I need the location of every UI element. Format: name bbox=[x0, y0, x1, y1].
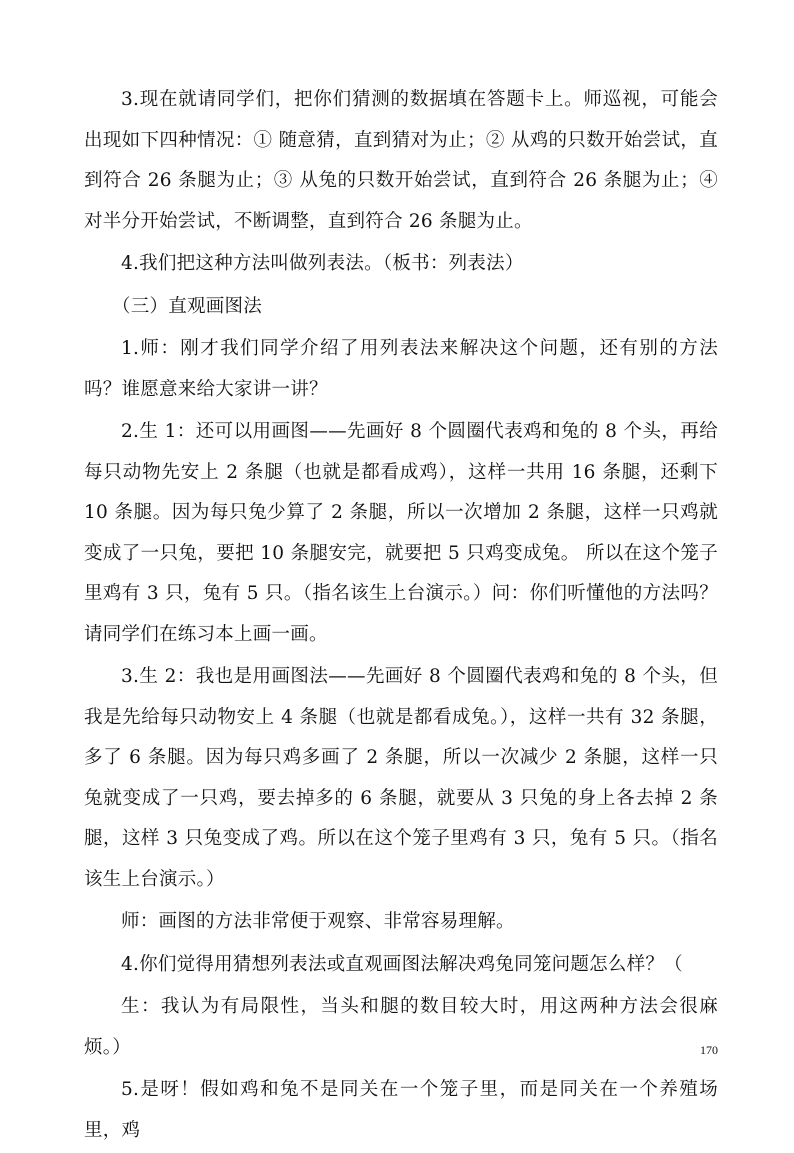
paragraph-teacher-comment: 师：画图的方法非常便于观察、非常容易理解。 bbox=[121, 911, 515, 932]
body-text bbox=[84, 80, 718, 1153]
paragraph-student-2-method: 3.生 2：我也是用画图法——先画好 8 个圆圈代表鸡和兔的 8 个头，但我是先给每只动物安上 4 条腿（也就是都看成兔。），这样一共有 32 条腿，多了 6 条腿。因为每只鸡多画了 2 条腿，所以一次减少 2 条腿，这样一只兔就变成了一只鸡，要去掉多的 6 条腿，就要从 3 只兔的身上各去掉 2 条腿，这样 3 只兔变成了鸡。所以在这个笼子里鸡有 3 只，兔有 5 只。（指名该生上台演示。） bbox=[84, 666, 718, 890]
paragraph-teacher-question: 1.师：刚才我们同学介绍了用列表法来解决这个问题，还有别的方法吗？谁愿意来给大家讲一讲？ bbox=[84, 338, 718, 400]
paragraph-step-4-table-method: 4.我们把这种方法叫做列表法。（板书：列表法） bbox=[121, 253, 524, 274]
paragraph-step-3-guess-table: 3.现在就请同学们，把你们猜测的数据填在答题卡上。师巡视，可能会出现如下四种情况：① 随意猜，直到猜对为止；② 从鸡的只数开始尝试，直到符合 26 条腿为止；③ 从兔的只数开始尝试，直到符合 26 条腿为止；④ 对半分开始尝试，不断调整，直到符合 26 条腿为止。 bbox=[84, 89, 718, 232]
page-number: 170 bbox=[700, 1043, 718, 1057]
paragraph-student-1-method: 2.生 1：还可以用画图——先画好 8 个圆圈代表鸡和兔的 8 个头，再给每只动物先安上 2 条腿（也就是都看成鸡），这样一共用 16 条腿，还剩下 10 条腿。因为每只兔少算了 2 条腿，所以一次增加 2 条腿，这样一只鸡就变成了一只兔，要把 10 条腿安完，就要把 5 只鸡变成兔。 所以在这个笼子里鸡有 3 只，兔有 5 只。（指名该生上台演示。）问：你们听懂他的方法吗？请同学们在练习本上画一画。 bbox=[84, 421, 718, 645]
paragraph-step-4-question: 4.你们觉得用猜想列表法或直观画图法解决鸡兔同笼问题怎么样？（ bbox=[121, 953, 683, 975]
paragraph-student-answer: 生：我认为有局限性，当头和腿的数目较大时，用这两种方法会很麻烦。） bbox=[84, 996, 718, 1058]
section-heading-drawing-method: （三）直观画图法 bbox=[112, 295, 263, 317]
paragraph-step-5: 5.是呀！假如鸡和兔不是同关在一个笼子里，而是同关在一个养殖场里，鸡 bbox=[84, 1079, 718, 1141]
